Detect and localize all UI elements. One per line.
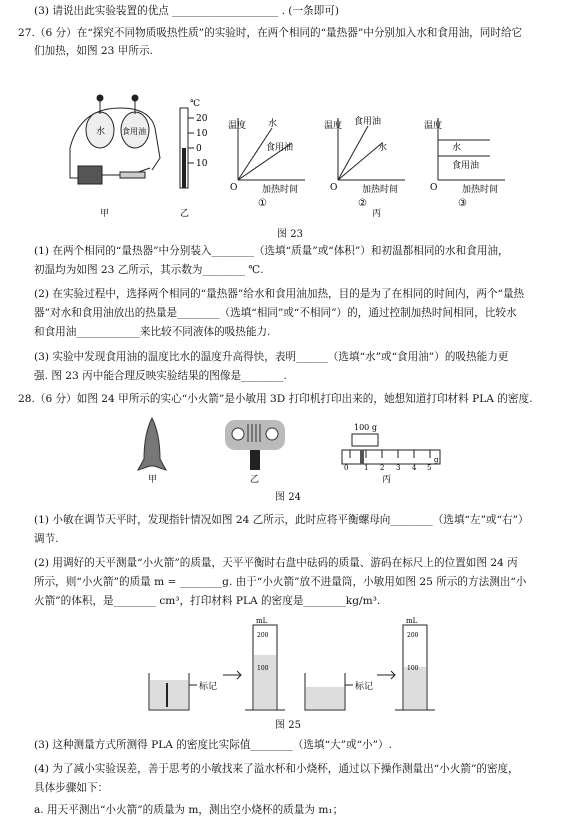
q28-p2-3: 火箭”的体积，是________ cm³，打印材料 PLA 的密度是________kg/m³. <box>34 595 381 607</box>
fig24-balance-pointer <box>225 420 285 470</box>
fig24-scale-tick-2: 2 <box>380 464 385 472</box>
fig23-caption: 图 23 <box>277 229 303 240</box>
fig23-thermo-tick-3: 10 <box>196 159 208 169</box>
fig23-label-bing: 丙 <box>372 209 382 219</box>
fig23-g3-num: ③ <box>458 198 467 209</box>
fig23-g1-ylabel: 温度 <box>228 121 247 131</box>
fig23-label-jia: 甲 <box>100 209 110 219</box>
fig23-g1-num: ① <box>258 198 267 209</box>
fig25-cylinder-2 <box>377 625 435 710</box>
fig23-g1-oil: 食用油 <box>266 143 294 153</box>
fig24-scale-tick-3: 3 <box>396 464 401 472</box>
fig23-g1-water: 水 <box>268 119 278 129</box>
fig23-g2-origin: O <box>330 183 338 193</box>
q28-p4-3: a. 用天平测出“小火箭”的质量为 m，测出空小烧杯的质量为 m₁； <box>34 804 344 816</box>
q28-p2-1: (2) 用调好的天平测量“小火箭”的质量，天平平衡时右盘中砝码的质量、游码在标尺上的位置如图 24 丙 <box>34 557 518 569</box>
fig23-beaker-oil: 食用油 <box>122 127 146 136</box>
fig23-beaker-water: 水 <box>96 127 106 137</box>
fig24-caption: 图 24 <box>275 492 301 503</box>
fig25-cyl2-tick-200: 200 <box>407 632 419 639</box>
fig23-g3-water: 水 <box>452 143 462 153</box>
q27-p2-2: 器”对水和食用油放出的热量是________（选填“相同”或“不相同”）的，通过控制加热时间相同，比较水 <box>34 307 517 319</box>
q26-part3: (3) 请说出此实验装置的优点 ____________________ . (一条即可) <box>34 5 339 17</box>
fig24-scale-tick-4: 4 <box>412 464 417 472</box>
fig24-scale <box>342 434 440 464</box>
q28-p2-2: 所示，则“小火箭”的质量 m = ________g. 由于“小火箭”放不进量筒，小敏用如图 25 所示的方法测出“小 <box>34 576 527 588</box>
fig23-g3-xlabel: 加热时间 <box>462 185 499 195</box>
fig23-thermo-tick-0: 20 <box>196 114 208 124</box>
fig23-g2-xlabel: 加热时间 <box>362 185 399 195</box>
q28-p1-1: (1) 小敏在调节天平时，发现指针情况如图 24 乙所示，此时应将平衡螺母向________（选填“左”或“右”） <box>34 514 529 526</box>
fig25-cyl2-unit: mL <box>406 617 418 625</box>
fig23-g2-oil: 食用油 <box>354 117 382 127</box>
fig25-cyl1-tick-200: 200 <box>257 632 269 639</box>
fig25-mark-2: 标记 <box>355 682 374 692</box>
q27-p1-2: 初温均为如图 23 乙所示，其示数为________ ℃. <box>34 264 264 276</box>
fig24-label-yi: 乙 <box>250 475 260 485</box>
q27-p3-2: 强. 图 23 丙中能合理反映实验结果的图像是________. <box>34 370 287 382</box>
fig23-apparatus <box>70 95 160 184</box>
fig23-g3-origin: O <box>430 183 438 193</box>
figure-23 <box>60 88 520 223</box>
fig23-thermo-tick-1: 10 <box>196 129 208 139</box>
fig23-g1-origin: O <box>230 183 238 193</box>
figure-24 <box>130 414 450 486</box>
fig24-rocket <box>138 418 166 470</box>
fig23-g2-num: ② <box>358 198 367 209</box>
fig24-weight-label: 100 g <box>354 423 377 432</box>
q28-p3: (3) 这种测量方式所测得 PLA 的密度比实际值________（选填“大”或“小”）. <box>34 739 392 751</box>
fig23-thermo-tick-2: 0 <box>196 144 202 154</box>
q27-p3-1: (3) 实验中发现食用油的温度比水的温度升高得快，表明______（选填“水”或“食用油”）的吸热能力更 <box>34 351 509 363</box>
fig25-cyl1-tick-100: 100 <box>257 665 269 672</box>
q28-stem: 28.（6 分）如图 24 甲所示的实心“小火箭”是小敏用 3D 打印机打印出来的，她想知道打印材料 PLA 的密度. <box>18 393 533 405</box>
q27-stem-2: 们加热，如图 23 甲所示. <box>34 45 153 57</box>
fig24-label-jia: 甲 <box>148 475 158 485</box>
fig25-beaker-1 <box>149 673 197 710</box>
fig23-g1-xlabel: 加热时间 <box>262 185 299 195</box>
fig23-g3-ylabel: 温度 <box>424 121 443 131</box>
fig23-g3-oil: 食用油 <box>452 161 480 171</box>
fig23-thermometer <box>180 99 208 188</box>
fig25-beaker-2 <box>305 673 353 710</box>
fig25-caption: 图 25 <box>275 720 301 731</box>
fig23-g2-ylabel: 温度 <box>324 121 343 131</box>
q27-p1-1: (1) 在两个相同的“量热器”中分别装入________（选填“质量”或“体积”）和初温都相同的水和食用油， <box>34 245 509 257</box>
figure-25 <box>145 615 435 715</box>
q28-p4-2: 具体步骤如下： <box>34 782 109 794</box>
fig23-g2-water: 水 <box>378 143 388 153</box>
fig23-graph-2 <box>338 118 405 180</box>
fig24-scale-tick-5: 5 <box>427 464 432 472</box>
fig24-scale-tick-0: 0 <box>344 464 349 472</box>
fig24-label-bing: 丙 <box>382 475 392 485</box>
fig24-scale-unit: g <box>434 456 439 464</box>
q27-p2-1: (2) 在实验过程中，选择两个相同的“量热器”给水和食用油加热，目的是为了在相同的时间内，两个“量热 <box>34 288 525 300</box>
q28-p1-2: 调节. <box>34 533 59 545</box>
fig24-scale-tick-1: 1 <box>364 464 369 472</box>
fig25-mark-1: 标记 <box>199 682 218 692</box>
fig25-cyl2-tick-100: 100 <box>407 665 419 672</box>
fig25-cylinder-1 <box>223 625 285 710</box>
fig23-label-yi: 乙 <box>180 209 190 219</box>
q27-stem-1: 27.（6 分）在“探究不同物质吸热性质”的实验时，在两个相同的“量热器”中分别加入水和食用油，同时给它 <box>18 27 523 39</box>
fig25-cyl1-unit: mL <box>256 617 268 625</box>
q27-p2-3: 和食用油____________来比较不同液体的吸热能力. <box>34 326 271 338</box>
q28-p4-1: (4) 为了减小实验误差，善于思考的小敏找来了溢水杯和小烧杯，通过以下操作测量出“小火箭”的密度， <box>34 763 519 775</box>
fig23-thermo-unit: ℃ <box>190 99 201 109</box>
